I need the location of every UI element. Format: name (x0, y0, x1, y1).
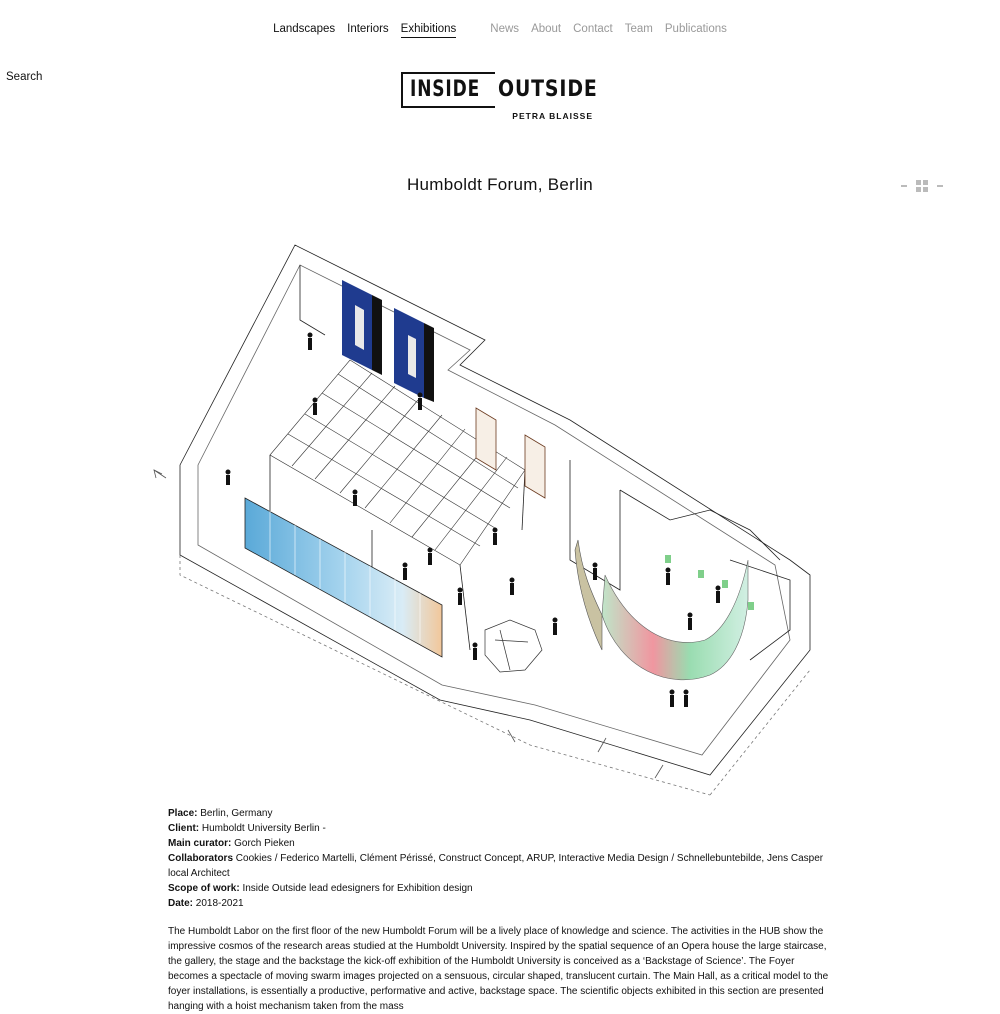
logo[interactable] (401, 72, 597, 124)
search-link[interactable]: Search (6, 71, 43, 83)
detail-scope: Scope of work: Inside Outside lead edesigners for Exhibition design (168, 883, 473, 894)
nav-about[interactable]: About (531, 23, 562, 35)
building-outline (180, 245, 810, 775)
detail-place: Place: Berlin, Germany (168, 808, 273, 819)
grid-view-icon[interactable] (916, 180, 928, 192)
nav-team[interactable]: Team (624, 23, 653, 35)
detail-collaborators: Collaborators Cookies / Federico Martelli, Clément Périssé, Construct Concept, ARUP, Interactive Media Design / Schnellebuntebilde, Jens Casper local Architect (168, 853, 824, 879)
nav-interiors[interactable]: Interiors (347, 23, 389, 35)
logo-word-inside: INSIDE (410, 77, 481, 102)
next-view-button[interactable] (937, 185, 943, 187)
prev-view-button[interactable] (901, 185, 907, 187)
page-title: Humboldt Forum, Berlin (406, 175, 594, 194)
screen-wall (245, 498, 442, 657)
project-details (168, 806, 833, 911)
nav-news[interactable]: News (490, 23, 520, 35)
nav-exhibitions[interactable]: Exhibitions (401, 23, 457, 38)
nav-secondary (490, 23, 727, 38)
nav-primary (273, 23, 456, 38)
curtain (602, 560, 748, 680)
nav-publications[interactable]: Publications (664, 23, 727, 35)
detail-date: Date: 2018-2021 (168, 898, 244, 909)
logo-byline: PETRA BLAISSE (512, 111, 593, 121)
racks (476, 408, 545, 498)
dome (485, 620, 542, 672)
detail-curator: Main curator: Gorch Pieken (168, 838, 295, 849)
project-description: The Humboldt Labor on the first floor of the new Humboldt Forum will be a lively place of knowledge and science. The activities in the HUB show the impressive cosmos of the research areas studied at the Humboldt University. Inspired by the spatial sequence of an Opera house the large staircase, the gallery, the stage and the backstage the kick-off exhibition of the Humboldt University is conceived as a ‘Backstage of Science’. The Foyer becomes a spectacle of moving swarm images projected on a sensuous, circular shaped, translucent curtain. The Main Hall, as a critical model to the foyer installations, is essentially a productive, performative and active, backstage space. The scientific objects exhibited in this section are presented hanging with a hoist mechanism taken from the mass (168, 926, 829, 1012)
nav-landscapes[interactable]: Landscapes (273, 23, 336, 35)
nav-contact[interactable]: Contact (573, 23, 613, 35)
detail-client: Client: Humboldt University Berlin - (168, 823, 326, 834)
main-nav (0, 23, 1000, 38)
view-controls (901, 180, 943, 192)
axonometric-drawing (150, 230, 830, 790)
logo-word-outside: OUTSIDE (498, 77, 598, 102)
